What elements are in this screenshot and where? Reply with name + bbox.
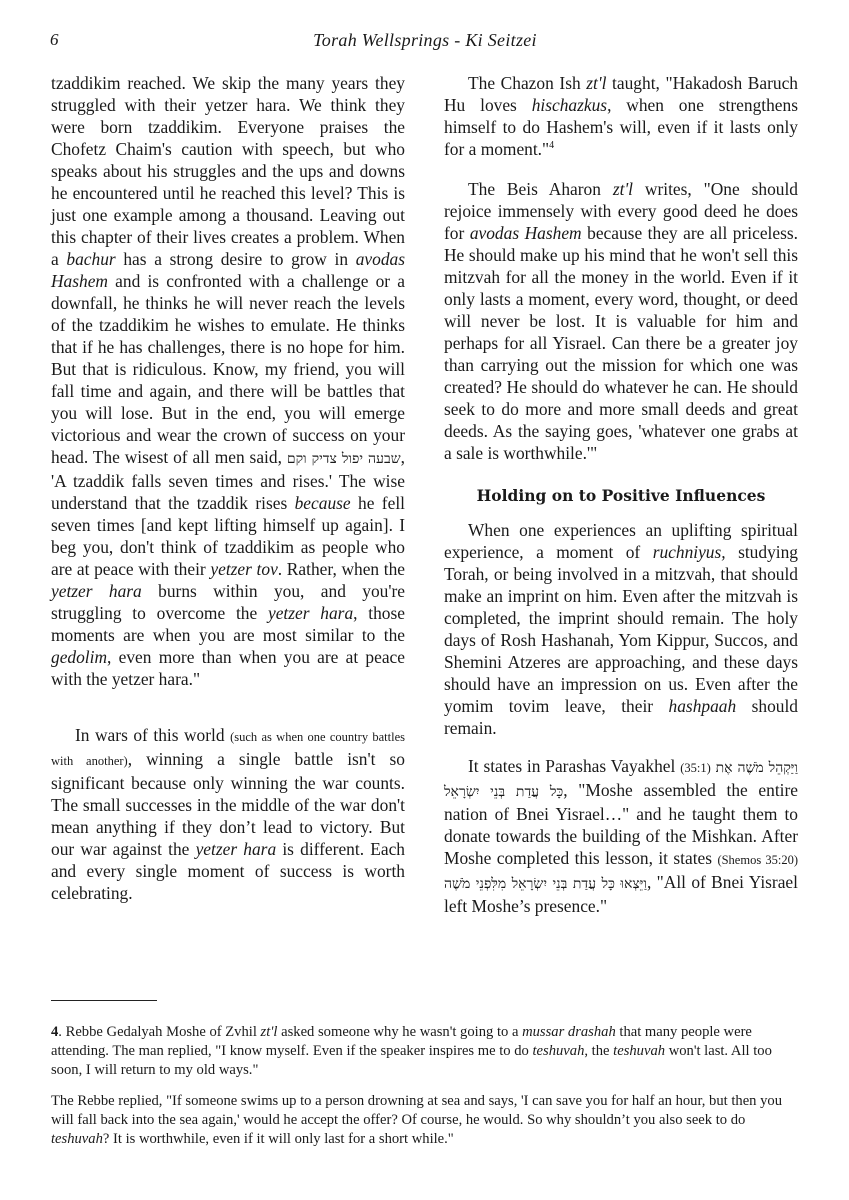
footnote-divider	[51, 1000, 157, 1001]
hebrew-verse-1: וַיַּקְהֵל מֹשֶׁה אֶת כָּל עֲדַת בְּנֵי יִשְׂרָאֵל	[444, 760, 799, 800]
left-column	[51, 72, 405, 904]
paragraph-vayakhel: It states in Parashas Vayakhel (35:1) וַיַּקְהֵל מֹשֶׁה אֶת כָּל עֲדַת בְּנֵי יִשְׂרָאֵל, "Moshe assembled the entire nation of Bnei Yisrael…" and he taught them to donate towards the building of the Mishkan. After Moshe completed this lesson, it states (Shemos 35:20) וַיֵּצְאוּ כָּל עֲדַת בְּנֵי יִשְׂרָאֵל מִלִּפְנֵי מֹשֶׁה, "All of Bnei Yisrael left Moshe’s presence."	[444, 756, 799, 916]
book-title: Torah Wellsprings - Ki Seitzei	[313, 30, 537, 50]
paragraph-tzaddikim-struggles: tzaddikim reached. We skip the many years they struggled with their yetzer hara. We think they were born tzaddikim. Everyone praises the Chofetz Chaim's caution with speech, but who speaks about his struggles and the ups and downs he encountered until he reached this level? This is just one example among a thousand. Leaving out this chapter of their lives creates a problem. When a bachur has a strong desire to grow in avodas Hashem and is confronted with a challenge or a downfall, he thinks he will never reach the levels of the tzaddikim he wishes to emulate. He thinks that if he has challenges, there is no hope for him. But that is ridiculous. Know, my friend, you will fall time and again, and there will be battles that you will lose. But in the end, you will emerge victorious and wear the crown of success on your head. The wisest of all men said, שבעה יפול צדיק וקם, 'A tzaddik falls seven times and rises.' The wise understand that the tzaddik rises because he fell seven times [and kept lifting himself up again]. I beg you, don't think of tzaddikim as people who are at peace with their yetzer tov. Rather, when the yetzer hara burns within you, and you're struggling to overcome the yetzer hara, those moments are when you are most similar to the gedolim, even more than when you are at peace with the yetzer hara."	[51, 73, 406, 689]
hebrew-verse-2: וַיֵּצְאוּ כָּל עֲדַת בְּנֵי יִשְׂרָאֵל מִלִּפְנֵי מֹשֶׁה	[444, 876, 647, 892]
paragraph-uplifting: When one experiences an uplifting spiritual experience, a moment of ruchniyus, studying Torah, or being involved in a mitzvah, that should make an imprint on him. Even after the mitzvah is completed, the imprint should remain. The holy days of Rosh Hashanah, Yom Kippur, Succos, and Shemini Atzeres are approaching, and these days should have an impression on us. Even after the yomim tovim leave, their hashpaah should remain.	[444, 520, 798, 738]
running-head	[50, 30, 800, 54]
paragraph-wars: In wars of this world (such as when one country battles with another), winning a single battle isn't so significant because only winning the war counts. The small successes in the middle of the war don't mean anything if they don’t lead to victory. But our war against the yetzer hara is different. Each and every single moment of success is worth celebrating.	[51, 725, 405, 903]
footnote-4: 4. Rebbe Gedalyah Moshe of Zvhil zt'l asked someone why he wasn't going to a mussar drashah that many people were attending. The man replied, "I know myself. Even if the speaker inspires me to do teshuvah, the teshuvah won't last. All too soon, I will return to my old ways."	[51, 1024, 772, 1078]
section-heading: Holding on to Positive Influences	[476, 486, 766, 505]
paragraph-chazon-ish: The Chazon Ish zt'l taught, "Hakadosh Baruch Hu loves hischazkus, when one strengthens himself to do Hashem's will, even if it lasts only for a moment."$^4$	[444, 73, 798, 159]
right-column	[444, 72, 798, 917]
page-number: 6	[50, 30, 59, 49]
paragraph-beis-aharon: The Beis Aharon zt'l writes, "One should rejoice immensely with every good deed he does for avodas Hashem because they are all priceless. He should make up his mind that he won't sell this mitzvah for all the money in the world. Even if it only lasts a moment, every word, thought, or deed will never be lost. It is valuable for him and perhaps for all Yisrael. Can there be a greater joy than carrying out the mission for which one was created? He should do whatever he can. He should seek to do more and more small deeds and great deeds. As the saying goes, 'whatever one grabs at a sale is worthwhile.'"	[444, 179, 798, 463]
hebrew-quote: שבעה יפול צדיק וקם	[286, 451, 401, 467]
footnotes	[51, 1023, 799, 1149]
footnote-4-continued: The Rebbe replied, "If someone swims up to a person drowning at sea and says, 'I can save you for half an hour, but then you will fall back into the sea again,' would he accept the offer? Of course, he would. So why shouldn’t you also seek to do teshuvah? It is worthwhile, even if it will only last for a short while."	[51, 1093, 783, 1147]
footnote-marker: 4	[549, 140, 555, 152]
